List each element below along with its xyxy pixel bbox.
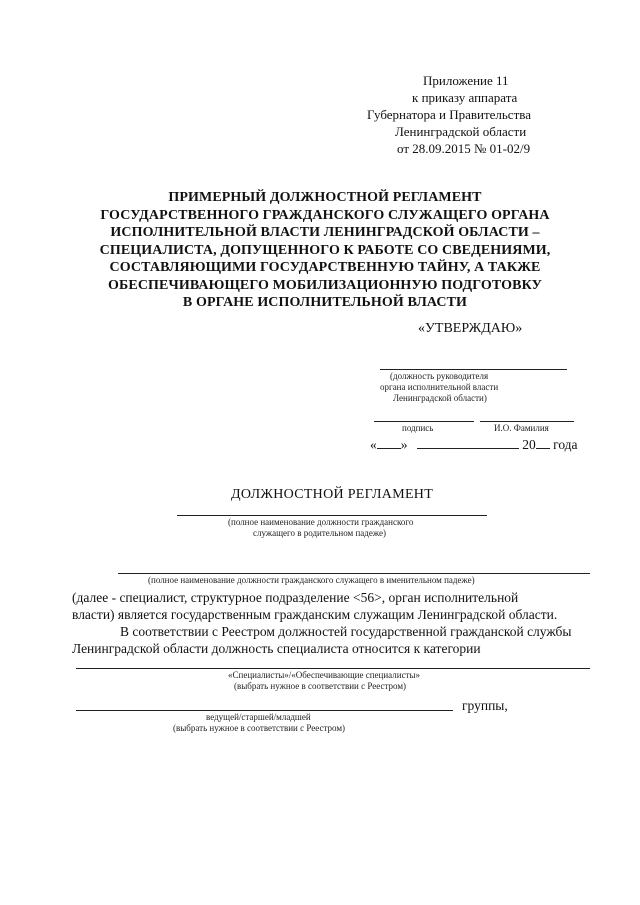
year-prefix: 20 [522,437,536,452]
group-hint-2: (выбрать нужное в соответствии с Реестром) [173,723,346,733]
regulation-heading: ДОЛЖНОСТНОЙ РЕГЛАМЕНТ [231,487,434,502]
para2-line-1: В соответствии с Реестром должностей государственной гражданской службы [120,624,572,639]
title-line-4: СПЕЦИАЛИСТА, ДОПУЩЕННОГО К РАБОТЕ СО СВЕДЕНИЯМИ, [99,242,551,258]
annex-line-1: Приложение 11 [423,73,509,88]
title-line-2: ГОСУДАРСТВЕННОГО ГРАЖДАНСКОГО СЛУЖАЩЕГО ОРГАНА [100,207,550,223]
title-line-5: СОСТАВЛЯЮЩИМИ ГОСУДАРСТВЕННУЮ ТАЙНУ, А ТАКЖЕ [109,260,541,275]
annex-line-4: Ленинградской области [395,124,527,139]
title-line-7: В ОРГАНЕ ИСПОЛНИТЕЛЬНОЙ ВЛАСТИ [182,295,468,310]
signature-hint: подпись [402,423,434,433]
category-line [76,668,590,669]
annex-line-5: от 28.09.2015 № 01-02/9 [397,141,531,156]
group-word: группы, [462,698,508,713]
genitive-hint-2: служащего в родительном падеже) [253,528,386,538]
category-hint-1: «Специалисты»/«Обеспечивающие специалисты» [228,670,421,680]
nominative-name-line [118,573,590,574]
signature-line [374,421,474,422]
category-hint-2: (выбрать нужное в соответствии с Реестром) [234,681,407,691]
genitive-name-line [177,515,487,516]
position-line [380,369,567,370]
name-hint: И.О. Фамилия [494,423,549,433]
title-line-1: ПРИМЕРНЫЙ ДОЛЖНОСТНОЙ РЕГЛАМЕНТ [168,190,482,205]
name-line [480,421,574,422]
group-line [76,710,453,711]
document-title [60,189,590,312]
title-line-6: ОБЕСПЕЧИВАЮЩЕГО МОБИЛИЗАЦИОННУЮ ПОДГОТОВКУ [108,277,542,293]
approval-heading: «УТВЕРЖДАЮ» [418,321,523,336]
day-blank [377,436,401,449]
para2-line-2: Ленинградской области должность специалиста относится к категории [72,641,481,656]
group-hint-1: ведущей/старшей/младшей [206,712,311,722]
para1-line-1: (далее - специалист, структурное подразделение <56>, орган исполнительной [72,590,519,605]
date-open-quote: « [370,437,377,452]
position-hint-1: (должность руководителя [390,371,489,381]
para1-line-2: власти) является государственным гражданским служащим Ленинградской области. [72,607,558,622]
approval-date-row [370,436,578,453]
nominative-hint: (полное наименование должности гражданского служащего в именительном падеже) [148,575,475,585]
year-suffix: года [553,437,578,452]
date-close-quote: » [400,437,408,452]
position-hint-2: органа исполнительной власти [380,382,499,392]
month-blank [417,436,519,449]
annex-line-2: к приказу аппарата [412,90,518,105]
position-hint-3: Ленинградской области) [393,393,487,403]
annex-line-3: Губернатора и Правительства [367,107,531,122]
year-blank [536,436,550,449]
genitive-hint-1: (полное наименование должности гражданского [228,517,414,527]
title-line-3: ИСПОЛНИТЕЛЬНОЙ ВЛАСТИ ЛЕНИНГРАДСКОЙ ОБЛАСТИ – [110,225,540,240]
